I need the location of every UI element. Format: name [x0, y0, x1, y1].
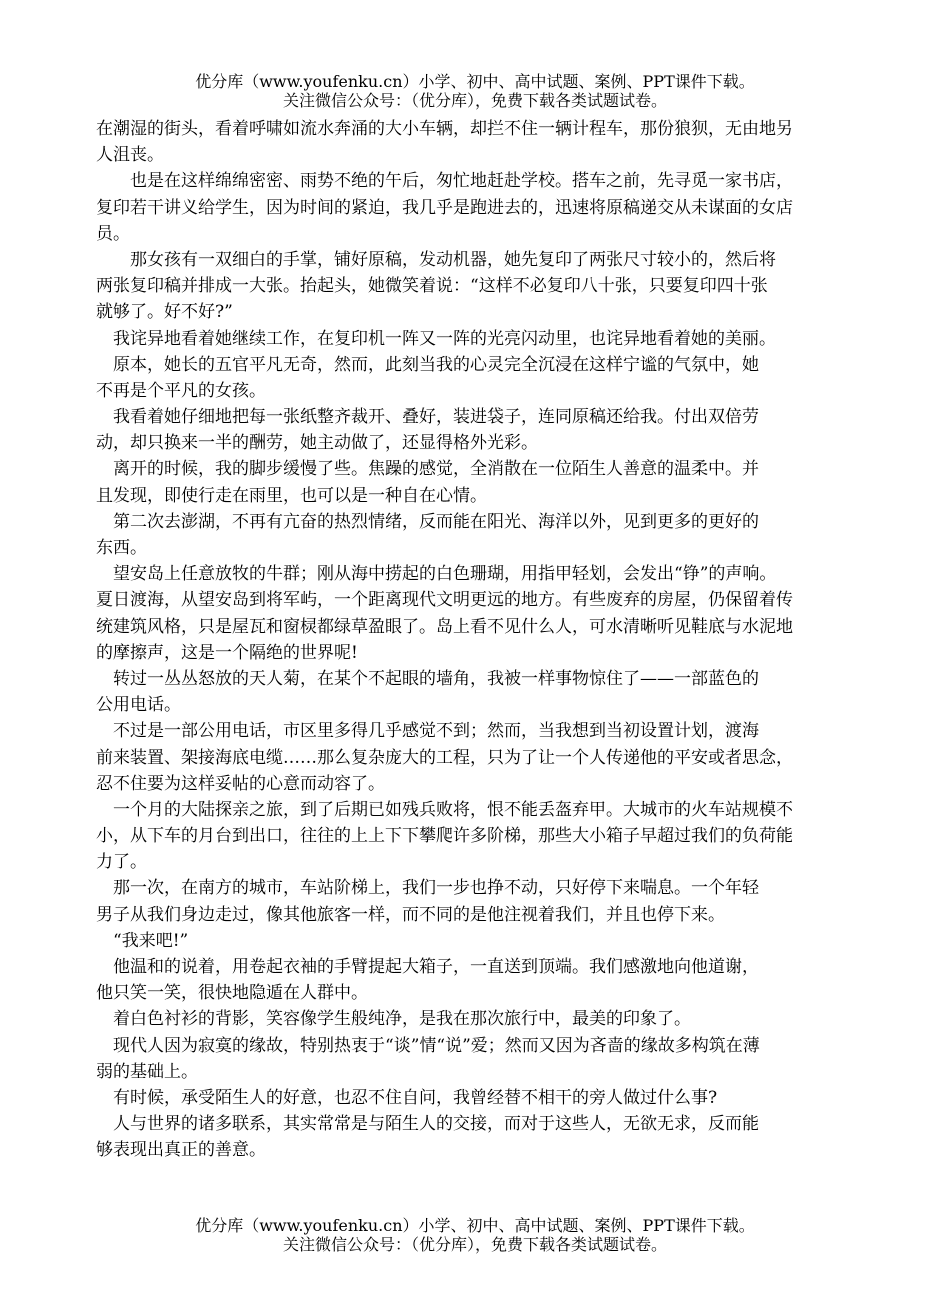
text-line: 那女孩有一双细白的手掌，铺好原稿，发动机器，她先复印了两张尺寸较小的，然后将 [96, 249, 776, 270]
page-header [0, 72, 950, 110]
header-line-1: 优分库（www.youfenku.cn）小学、初中、高中试题、案例、PPT课件下载。 [195, 72, 755, 91]
text-line: 两张复印稿并排成一大张。抬起头，她微笑着说：“这样不必复印八十张，只要复印四十张 [96, 276, 768, 297]
text-line: 不再是个平凡的女孩。 [96, 380, 266, 401]
text-line: 力了。 [96, 852, 147, 873]
text-line: 那一次，在南方的城市，车站阶梯上，我们一步也挣不动，只好停下来喘息。一个年轻 [96, 878, 759, 899]
text-line: 够表现出真正的善意。 [96, 1140, 266, 1161]
text-line: 也是在这样绵绵密密、雨势不绝的午后，匆忙地赶赴学校。搭车之前，先寻觅一家书店， [96, 171, 793, 192]
text-line: 现代人因为寂寞的缘故，特别热衷于“谈”情“说”爱；然而又因为吝啬的缘故多构筑在薄 [96, 1035, 760, 1056]
page-footer [0, 1216, 950, 1254]
text-line: 第二次去澎湖，不再有亢奋的热烈情绪，反而能在阳光、海洋以外，见到更多的更好的 [96, 511, 759, 532]
text-line: 我诧异地看着她继续工作，在复印机一阵又一阵的光亮闪动里，也诧异地看着她的美丽。 [96, 328, 776, 349]
text-line: 夏日渡海，从望安岛到将军屿，一个距离现代文明更远的地方。有些废弃的房屋，仍保留着传 [96, 590, 793, 611]
text-line: 人与世界的诸多联系，其实常常是与陌生人的交接，而对于这些人，无欲无求，反而能 [96, 1114, 759, 1135]
text-line: 公用电话。 [96, 695, 181, 716]
text-line: 复印若干讲义给学生，因为时间的紧迫，我几乎是跑进去的，迅速将原稿递交从未谋面的女店 [96, 197, 793, 218]
text-line: 原本，她长的五官平凡无奇，然而，此刻当我的心灵完全沉浸在这样宁谧的气氛中，她 [96, 354, 759, 375]
text-line: 动，却只换来一半的酬劳，她主动做了，还显得格外光彩。 [96, 433, 538, 454]
text-line: 转过一丛丛怒放的天人菊，在某个不起眼的墙角，我被一样事物惊住了——一部蓝色的 [96, 668, 759, 689]
text-line: 员。 [96, 223, 130, 244]
text-line: 就够了。好不好?” [96, 302, 233, 323]
text-line: 男子从我们身边走过，像其他旅客一样，而不同的是他注视着我们，并且也停下来。 [96, 904, 725, 925]
article-body [96, 116, 860, 1164]
text-line: 小，从下车的月台到出口，往往的上上下下攀爬许多阶梯，那些大小箱子早超过我们的负荷能 [96, 826, 793, 847]
text-line: “我来吧!” [96, 930, 189, 951]
text-line: 不过是一部公用电话，市区里多得几乎感觉不到；然而，当我想到当初设置计划，渡海 [96, 721, 759, 742]
text-line: 离开的时候，我的脚步缓慢了些。焦躁的感觉，全消散在一位陌生人善意的温柔中。并 [96, 459, 759, 480]
text-line: 在潮湿的街头，看着呼啸如流水奔涌的大小车辆，却拦不住一辆计程车，那份狼狈，无由地另 [96, 119, 793, 139]
text-line: 忍不住要为这样妥帖的心意而动容了。 [96, 773, 385, 794]
text-line: 弱的基础上。 [96, 1061, 198, 1082]
text-line: 前来装置、架接海底电缆……那么复杂庞大的工程，只为了让一个人传递他的平安或者思念， [96, 747, 793, 768]
header-line-2: 关注微信公众号：（优分库），免费下载各类试题试卷。 [282, 91, 667, 110]
text-line: 一个月的大陆探亲之旅，到了后期已如残兵败将，恨不能丢盔弃甲。大城市的火车站规模不 [96, 799, 793, 820]
text-line: 的摩擦声，这是一个隔绝的世界呢! [96, 642, 358, 663]
text-line: 人沮丧。 [96, 145, 164, 166]
text-line: 有时候，承受陌生人的好意，也忍不住自问，我曾经替不相干的旁人做过什么事? [96, 1087, 718, 1108]
text-line: 东西。 [96, 538, 147, 558]
text-line: 统建筑风格，只是屋瓦和窗棂都绿草盈眼了。岛上看不见什么人，可水清晰听见鞋底与水泥地 [96, 616, 793, 637]
text-line: 着白色衬衫的背影，笑容像学生般纯净，是我在那次旅行中，最美的印象了。 [96, 1009, 691, 1030]
text-line: 我看着她仔细地把每一张纸整齐裁开、叠好，装进袋子，连同原稿还给我。付出双倍劳 [96, 407, 759, 428]
footer-line-2: 关注微信公众号：（优分库），免费下载各类试题试卷。 [282, 1235, 667, 1254]
text-line: 他只笑一笑，很快地隐遁在人群中。 [96, 983, 368, 1004]
text-line: 他温和的说着，用卷起衣袖的手臂提起大箱子，一直送到顶端。我们感激地向他道谢， [96, 957, 759, 977]
text-line: 望安岛上任意放牧的牛群；刚从海中捞起的白色珊瑚，用指甲轻划，会发出“铮”的声响。 [96, 564, 777, 585]
text-line: 且发现，即使行走在雨里，也可以是一种自在心情。 [96, 485, 487, 506]
footer-line-1: 优分库（www.youfenku.cn）小学、初中、高中试题、案例、PPT课件下载。 [195, 1216, 755, 1235]
